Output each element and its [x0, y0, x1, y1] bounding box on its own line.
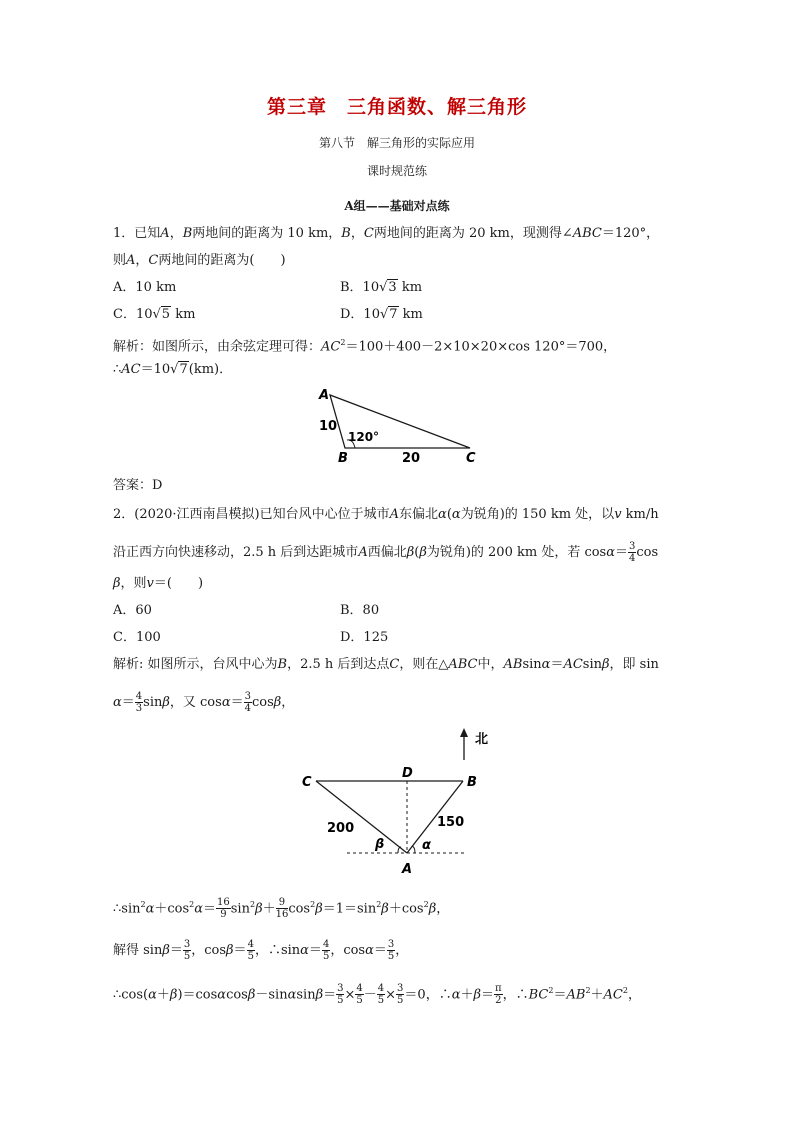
q1-option-a: A．10 km — [113, 280, 177, 295]
q1-option-c: C．10√5 km — [113, 307, 196, 322]
section-title: 第八节 解三角形的实际应用 — [318, 136, 475, 150]
label-alpha: α — [422, 838, 431, 853]
chapter-title: 第三章 三角函数、解三角形 — [266, 96, 527, 118]
segment-ca — [316, 781, 407, 853]
q1-option-d: D．10√7 km — [340, 307, 423, 322]
label-c: C — [466, 451, 476, 466]
subtitle: 课时规范练 — [366, 164, 427, 178]
label-bc-length: 20 — [402, 451, 421, 466]
q2-stem-line1: 2．(2020·江西南昌模拟)已知台风中心位于城市A东偏北α(α为锐角)的 150 km 处，以v km/h — [113, 507, 659, 522]
label-d: D — [402, 766, 413, 781]
q2-stem-line3: β，则v＝( ) — [113, 576, 204, 591]
q2-option-c: C．100 — [113, 630, 161, 645]
label-north: 北 — [475, 732, 489, 747]
label-ab-length: 150 — [437, 815, 465, 830]
label-a: A — [319, 388, 330, 403]
q2-derivation-line2: 解得 sinβ＝ $\frac{3}{5}$ ，cosβ＝ $\frac{4}{5}$ ，∴sinα＝ $\frac{4}{5}$ ，cosα＝ $\frac{3}{5}$ ， — [113, 939, 409, 962]
label-ca-length: 200 — [327, 821, 355, 836]
q2-option-a: A．60 — [113, 603, 152, 618]
label-beta: β — [375, 837, 385, 852]
q2-stem-line2: 沿正西方向快速移动，2.5 h 后到达距城市A西偏北β(β为锐角)的 200 km 处，若 cosα＝ $\frac{3}{4}$ cos — [113, 541, 659, 564]
q1-stem-line1: 1．已知A，B两地间的距离为 10 km，B，C两地间的距离为 20 km，现测得∠ABC＝120°， — [113, 226, 660, 241]
q2-solution-line2: α＝ $\frac{4}{3}$ sinβ，又 cosα＝ $\frac{3}{4}$ cosβ， — [113, 691, 295, 714]
q1-solution-line2: ∴AC＝10√7(km)． — [113, 362, 233, 377]
label-a: A — [402, 862, 413, 877]
north-arrow-icon — [460, 728, 468, 737]
q1-triangle-figure — [300, 382, 490, 466]
q2-option-b: B．80 — [340, 603, 380, 618]
label-angle: 120° — [348, 430, 380, 444]
q2-derivation-line1: $\therefore\sin^2\alpha+\cos^2\alpha=$ $\frac{16}{9}$ $\sin^2\beta+$ $\frac{9}{16}$ $\cos^2\beta=1=\sin^2\beta+\cos^2\beta$， — [113, 897, 450, 921]
q1-answer: 答案：D — [113, 478, 163, 493]
q2-derivation-line3: ∴cos(α＋β)＝cosαcosβ－sinαsinβ＝ $\frac{3}{5}$ × $\frac{4}{5}$ － $\frac{4}{5}$ × $\frac{3}{5}$ ＝0，∴α＋β＝ $\frac{\pi}{2}$ ，$\therefore BC^2=AB^2+AC^2$， — [113, 983, 641, 1007]
group-title: A组——基础对点练 — [344, 199, 450, 213]
label-b: B — [338, 451, 348, 466]
q1-solution-line1: 解析：如图所示，由余弦定理可得：$AC^2=100+400-2\times 10\times 20\times\cos$ 120°＝700， — [113, 338, 617, 355]
q2-typhoon-figure — [290, 722, 490, 882]
q2-option-d: D．125 — [340, 630, 389, 645]
label-ab-length: 10 — [319, 419, 338, 434]
label-b: B — [467, 775, 477, 790]
q1-stem-line2: 则A，C两地间的距离为( ) — [113, 253, 286, 268]
label-c: C — [302, 775, 312, 790]
q1-option-b: B．10√3 km — [340, 280, 423, 295]
q2-solution-line1: 解析: 如图所示，台风中心为B，2.5 h 后到达点C，则在△ABC中，ABsinα＝ACsinβ，即 sin — [113, 657, 659, 672]
